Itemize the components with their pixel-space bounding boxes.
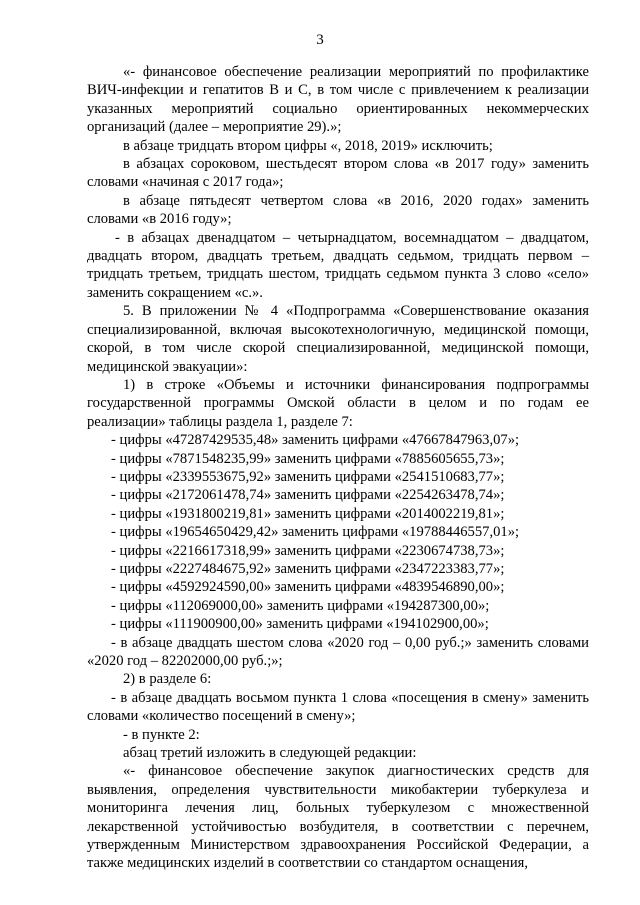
paragraph-54th-abzac: в абзаце пятьдесят четвертом слова «в 2016, 2020 годах» заменить словами «в 2016 году»; [87, 192, 589, 228]
paragraph-section-6: 2) в разделе 6: [123, 671, 212, 688]
paragraph-third-abzac-intro: абзац третий изложить в следующей редакции: [123, 745, 417, 762]
replacement-item: - цифры «1931800219,81» заменить цифрами «2014002219,81»; [111, 505, 505, 522]
document-body [87, 63, 589, 873]
paragraph-hiv-prevention: «- финансовое обеспечение реализации мероприятий по профилактике ВИЧ-инфекции и гепатитов В и С, в том числе с привлечением к реализации указанных мероприятий социально ориентированных некоммерческих организаций (далее – мероприятие 29).»; [87, 64, 589, 136]
paragraph-28th-abzac: - в абзаце двадцать восьмом пункта 1 слова «посещения в смену» заменить словами «количество посещений в смену»; [87, 689, 589, 725]
paragraph-appendix-4: 5. В приложении № 4 «Подпрограмма «Совершенствование оказания специализированной, включая высокотехнологичную, медицинской помощи, скорой, в том числе скорой специализированной, медицинской помощи, медицинской эвакуации»: [87, 303, 589, 375]
paragraph-32nd-abzac: в абзаце тридцать втором цифры «, 2018, 2019» исключить; [123, 137, 493, 154]
paragraph-point-2: - в пункте 2: [123, 726, 200, 743]
replacement-item: - цифры «2172061478,74» заменить цифрами «2254263478,74»; [111, 487, 505, 504]
paragraph-diagnostics-procurement: «- финансовое обеспечение закупок диагностических средств для выявления, определения чувствительности микобактерии туберкулеза и мониторинга лечения лиц, больных туберкулезом с множественной лекарственной устойчивостью возбудителя, в соответствии с перечнем, утвержденным Министерством здравоохранения Российской Федерации, а также медицинских изделий в соответствии со стандартом оснащения, [87, 763, 589, 872]
page-number: 3 [316, 32, 324, 48]
replacement-item: - цифры «19654650429,42» заменить цифрами «19788446557,01»; [111, 524, 520, 541]
replacement-item: - цифры «112069000,00» заменить цифрами «194287300,00»; [111, 597, 490, 614]
replacement-item: - цифры «47287429535,48» заменить цифрами «47667847963,07»; [111, 432, 520, 449]
paragraph-40th-62nd-abzac: в абзацах сороковом, шестьдесят втором слова «в 2017 году» заменить словами «начиная с 2017 года»; [87, 156, 589, 191]
paragraph-26th-abzac: - в абзаце двадцать шестом слова «2020 год – 0,00 руб.;» заменить словами «2020 год – 82202000,00 руб.;»; [87, 634, 589, 669]
replacement-item: - цифры «4592924590,00» заменить цифрами «4839546890,00»; [111, 579, 505, 596]
replacement-item: - цифры «7871548235,99» заменить цифрами «7885605655,73»; [111, 450, 505, 467]
replacement-item: - цифры «2227484675,92» заменить цифрами «2347223383,77»; [111, 560, 505, 577]
paragraph-selo-replacement: - в абзацах двенадцатом – четырнадцатом, восемнадцатом – двадцатом, двадцать втором, двадцать третьем, двадцать седьмом, тридцать первом – тридцать третьем, тридцать шестом, тридцать седьмом пункта 3 слово «село» заменить сокращением «с.». [87, 229, 589, 301]
replacement-item: - цифры «111900900,00» заменить цифрами «194102900,00»; [111, 616, 489, 633]
replacement-item: - цифры «2339553675,92» заменить цифрами «2541510683,77»; [111, 468, 505, 485]
paragraph-financing-row: 1) в строке «Объемы и источники финансирования подпрограммы государственной программы Омской области в целом и по годам ее реализации» таблицы раздела 1, разделе 7: [87, 376, 589, 430]
replacement-item: - цифры «2216617318,99» заменить цифрами «2230674738,73»; [111, 542, 505, 559]
